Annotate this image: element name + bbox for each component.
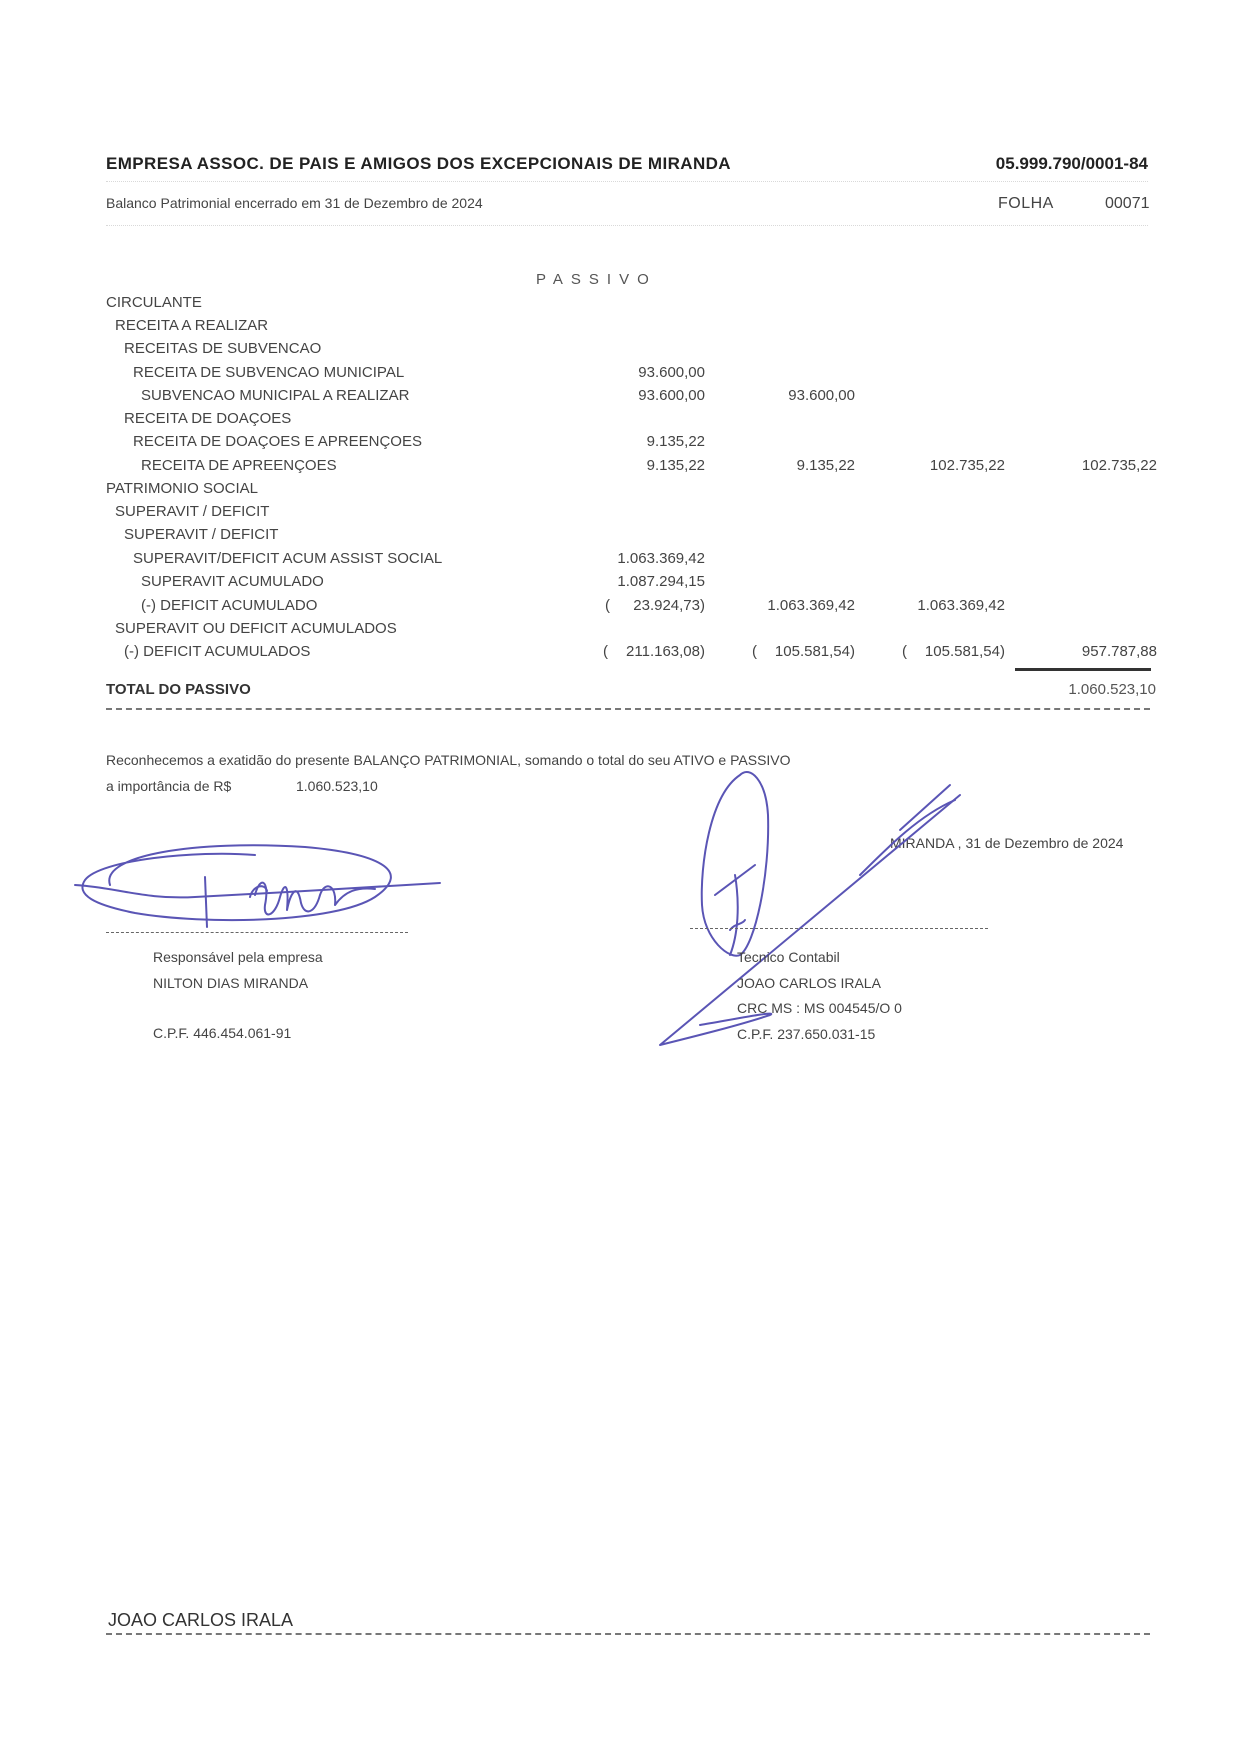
subtitle-divider [106,225,1148,226]
value-col1: 211.163,08) [626,643,705,660]
right-role: Tecnico Contabil [737,949,840,965]
value-col3: 102.735,22 [929,457,1005,474]
company-cnpj: 05.999.790/0001-84 [995,154,1148,173]
footer-dashed-divider [106,1633,1150,1635]
value-col1: 1.063.369,42 [617,550,705,567]
value-col4: 102.735,22 [1081,457,1157,474]
left-cpf: C.P.F. 446.454.061-91 [153,1025,292,1041]
table-row [0,643,1240,666]
right-name: JOAO CARLOS IRALA [737,975,881,991]
row-label: RECEITA DE APREENÇOES [141,457,337,474]
row-label: SUPERAVIT / DEFICIT [124,526,279,543]
footer-name: JOAO CARLOS IRALA [108,1610,294,1630]
subtotal-underline [1015,668,1151,671]
table-row [0,597,1240,620]
total-value: 1.060.523,10 [1068,681,1156,698]
report-subtitle: Balanco Patrimonial encerrado em 31 de Dezembro de 2024 [106,195,483,211]
value-col4: 957.787,88 [1081,643,1157,660]
value-col2: 1.063.369,42 [767,597,855,614]
total-dashed-divider [106,708,1150,710]
row-label: (-) DEFICIT ACUMULADOS [124,643,311,660]
folha-label: FOLHA [998,195,1054,212]
table-row [0,573,1240,596]
table-row [0,457,1240,480]
table-row [0,526,1240,549]
row-label: SUPERAVIT ACUMULADO [141,573,324,590]
value-col3: 1.063.369,42 [917,597,1005,614]
open-paren: ( [603,643,608,660]
row-label: RECEITA DE DOAÇOES E APREENÇOES [133,433,422,450]
left-role: Responsável pela empresa [153,949,323,965]
left-name: NILTON DIAS MIRANDA [153,975,309,991]
table-row [0,340,1240,363]
row-label: (-) DEFICIT ACUMULADO [141,597,318,614]
table-row [0,364,1240,387]
row-label: SUBVENCAO MUNICIPAL A REALIZAR [141,387,410,404]
place-date: MIRANDA , 31 de Dezembro de 2024 [890,835,1124,851]
header-divider [106,181,1148,182]
company-name: EMPRESA ASSOC. DE PAIS E AMIGOS DOS EXCEPCIONAIS DE MIRANDA [106,154,731,173]
row-label: SUPERAVIT / DEFICIT [115,503,270,520]
value-col2: 93.600,00 [788,387,855,404]
folha-number: 00071 [1105,195,1150,212]
section-title: PASSIVO [536,271,657,288]
amount-value: 1.060.523,10 [296,778,378,794]
value-col1: 9.135,22 [646,457,705,474]
value-col1: 9.135,22 [646,433,705,450]
statement-line: Reconhecemos a exatidão do presente BALANÇO PATRIMONIAL, somando o total do seu ATIVO e PASSIVO [106,752,791,768]
value-col1: 23.924,73) [633,597,705,614]
table-row [0,433,1240,456]
table-row [0,550,1240,573]
total-label: TOTAL DO PASSIVO [106,681,251,698]
open-paren: ( [752,643,757,660]
row-label: RECEITA A REALIZAR [115,317,269,334]
value-col3: 105.581,54) [924,643,1005,660]
table-row [0,294,1240,317]
table-row [0,620,1240,643]
row-label: SUPERAVIT/DEFICIT ACUM ASSIST SOCIAL [133,550,443,567]
row-label: SUPERAVIT OU DEFICIT ACUMULADOS [115,620,397,637]
open-paren: ( [605,597,610,614]
row-label: PATRIMONIO SOCIAL [106,480,258,497]
value-col1: 93.600,00 [638,364,705,381]
table-row [0,410,1240,433]
table-row [0,503,1240,526]
left-signature-image [75,825,455,945]
row-label: RECEITA DE DOAÇOES [124,410,292,427]
right-crc: CRC MS : MS 004545/O 0 [737,1000,902,1016]
table-row [0,387,1240,410]
left-signature-line [106,932,408,933]
table-row [0,480,1240,503]
row-label: RECEITAS DE SUBVENCAO [124,340,322,357]
row-label: RECEITA DE SUBVENCAO MUNICIPAL [133,364,405,381]
value-col1: 93.600,00 [638,387,705,404]
value-col2: 105.581,54) [774,643,855,660]
amount-label: a importância de R$ [106,778,232,794]
value-col2: 9.135,22 [796,457,855,474]
right-signature-line [690,928,988,929]
row-label: CIRCULANTE [106,294,202,311]
table-row [0,317,1240,340]
value-col1: 1.087.294,15 [617,573,705,590]
open-paren: ( [902,643,907,660]
right-cpf: C.P.F. 237.650.031-15 [737,1026,876,1042]
